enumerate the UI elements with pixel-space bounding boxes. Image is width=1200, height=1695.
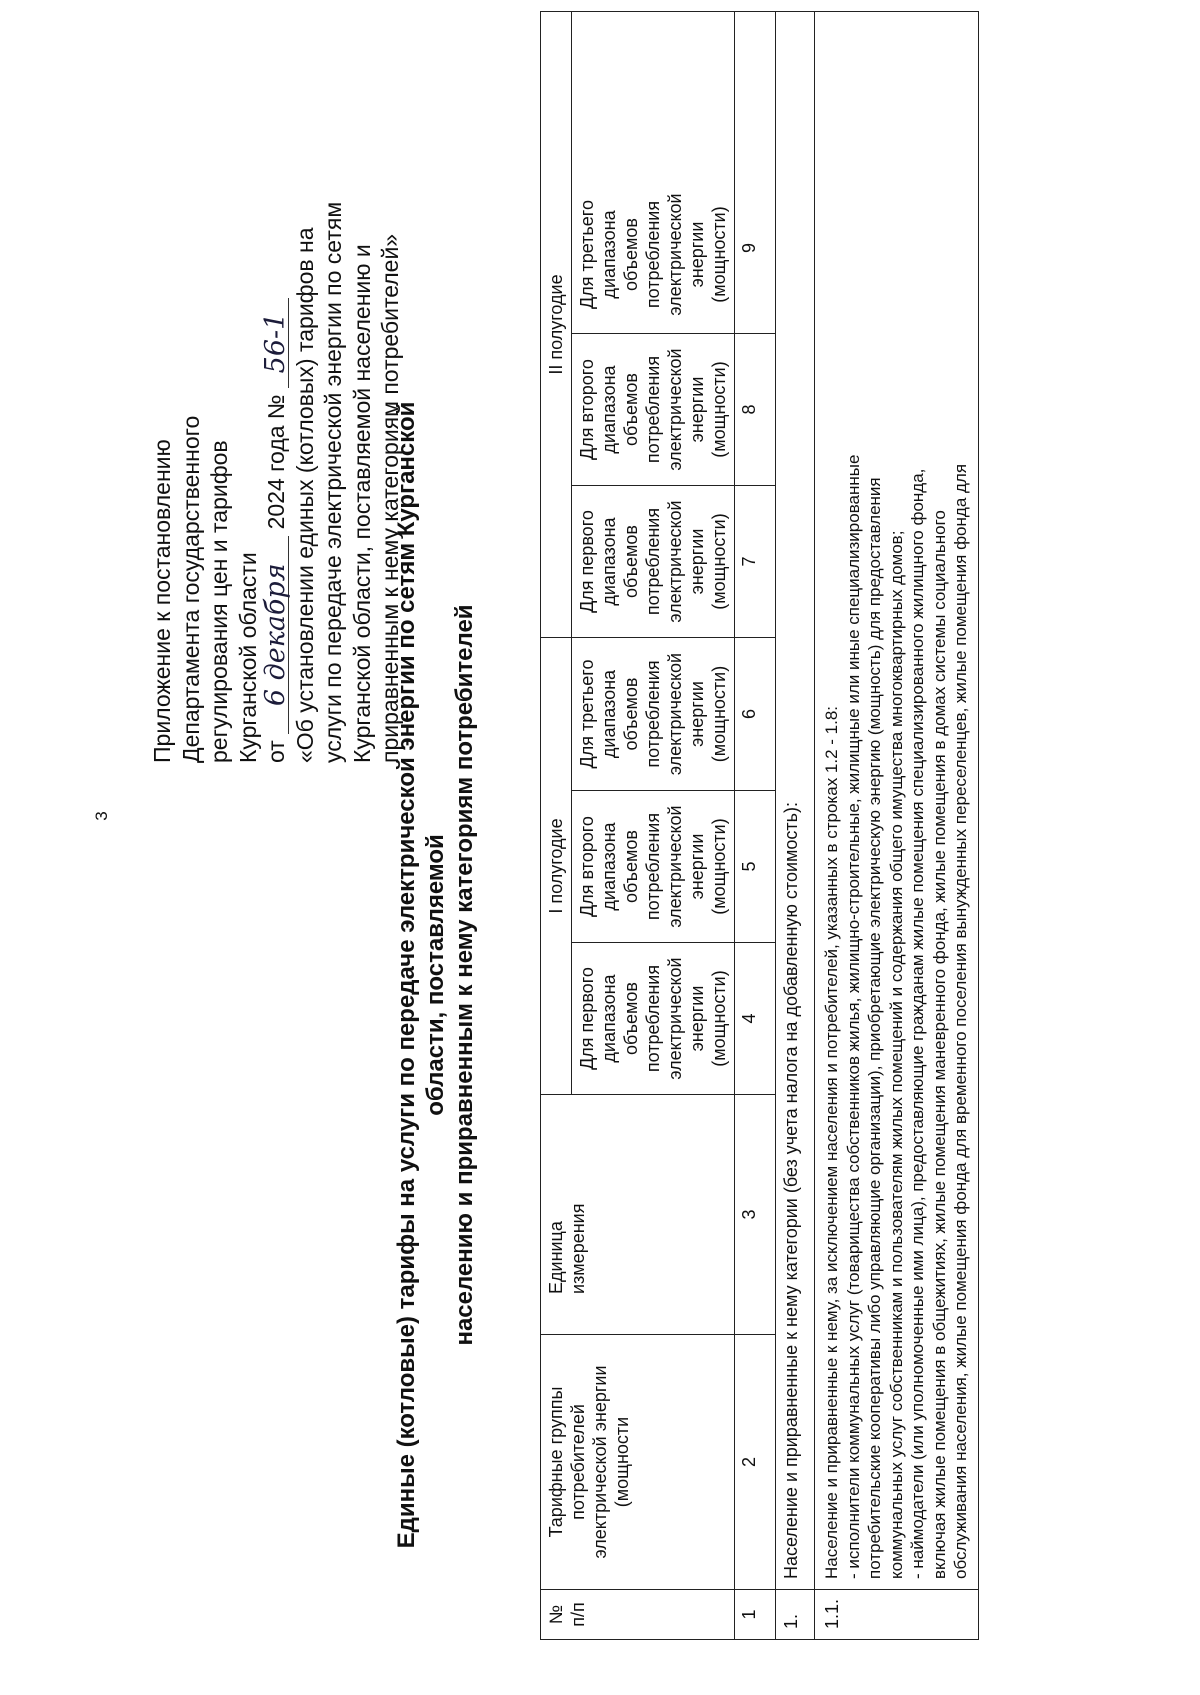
- subheader-cell: Для второго диапазона объемов потребления электрической энергии (мощности): [572, 791, 735, 943]
- subheader-cell: Для третьего диапазона объемов потребления электрической энергии (мощности): [572, 11, 735, 333]
- column-number: 5: [735, 791, 776, 943]
- tariffs-table: [540, 11, 979, 1640]
- column-number-row: [735, 11, 776, 1639]
- approval-line: Приложение к постановлению: [149, 439, 175, 763]
- approval-line: Департамента государственного: [177, 415, 204, 763]
- handwritten-date: 6 декабря: [264, 536, 289, 734]
- section-row: [776, 11, 815, 1639]
- column-number: 3: [735, 1095, 776, 1335]
- column-number: 4: [735, 943, 776, 1095]
- handwritten-number: 56-1: [264, 298, 289, 388]
- column-number: 6: [735, 638, 776, 791]
- description-line: - наймодатели (или уполномоченные ими лица), предоставляющие гражданам жилые помещения специализированного жилищного фонда,: [908, 468, 927, 1579]
- header-half-2: II полугодие: [541, 11, 572, 637]
- approval-block: [148, 23, 405, 763]
- column-number: 1: [735, 1590, 776, 1640]
- date-prefix: от: [263, 740, 289, 763]
- year-text: 2024 года №: [263, 394, 289, 530]
- approval-line: регулирования цен и тарифов: [206, 440, 232, 763]
- title-line: Единые (котловые) тарифы на услуги по передаче электрической энергии по сетям Курганской области, поставляемой: [393, 401, 449, 1549]
- description-line: обслуживания населения, жилые помещения фонда для временного поселения вынужденных переселенцев, жилые помещения фонда для: [951, 463, 970, 1579]
- section-text: Население и приравненные к нему категории (без учета налога на добавленную стоимость):: [776, 11, 815, 1589]
- approval-line: приравненным к нему категориям потребителей»: [377, 233, 403, 763]
- description-line: Население и приравненные к нему, за исключением населения и потребителей, указанных в строках 1.2 - 1.8:: [822, 705, 841, 1579]
- row-number: 1.1.: [815, 1590, 979, 1640]
- row-description: [815, 11, 979, 1589]
- approval-date-line: [262, 23, 291, 763]
- subheader-cell: Для первого диапазона объемов потребления электрической энергии (мощности): [572, 943, 735, 1095]
- title-line: населению и приравненным к нему категориям потребителей: [451, 604, 478, 1346]
- approval-line: Курганской области: [234, 552, 261, 763]
- header-half-1: I полугодие: [541, 638, 572, 1095]
- header-no: № п/п: [541, 1590, 735, 1640]
- section-number: 1.: [776, 1590, 815, 1640]
- page-number: 3: [92, 811, 111, 821]
- column-number: 9: [735, 11, 776, 333]
- column-number: 2: [735, 1335, 776, 1590]
- description-line: - исполнители коммунальных услуг (товарищества собственников жилья, жилищно-строительные, жилищные или иные специализированные: [843, 454, 863, 1579]
- table-row: [815, 11, 979, 1639]
- description-line: коммунальных услуг собственникам и пользователям жилых помещений и содержания общего имущества многоквартирных домов;: [886, 530, 906, 1579]
- column-number: 8: [735, 334, 776, 486]
- header-row-1: [541, 11, 572, 1639]
- approval-line: «Об установлении единых (котловых) тарифов на: [291, 227, 318, 763]
- subheader-cell: Для второго диапазона объемов потребления электрической энергии (мощности): [572, 334, 735, 486]
- approval-line: услуги по передаче электрической энергии по сетям: [320, 201, 346, 763]
- approval-line: Курганской области, поставляемой населению и: [348, 244, 375, 763]
- description-line: потребительские кооперативы либо управляющие организации), приобретающие электрическую энергию (мощность) для предоставления: [865, 477, 884, 1579]
- column-number: 7: [735, 486, 776, 638]
- header-unit: Единица измерения: [541, 1095, 735, 1335]
- document-title: [392, 375, 479, 1575]
- subheader-cell: Для третьего диапазона объемов потребления электрической энергии (мощности): [572, 638, 735, 791]
- header-group: Тарифные группы потребителей электрической энергии (мощности: [541, 1335, 735, 1590]
- description-line: включая жилые помещения в общежитиях, жилые помещения маневренного фонда, жилые помещения в домах системы социального: [929, 510, 949, 1579]
- subheader-cell: Для первого диапазона объемов потребления электрической энергии (мощности): [572, 486, 735, 638]
